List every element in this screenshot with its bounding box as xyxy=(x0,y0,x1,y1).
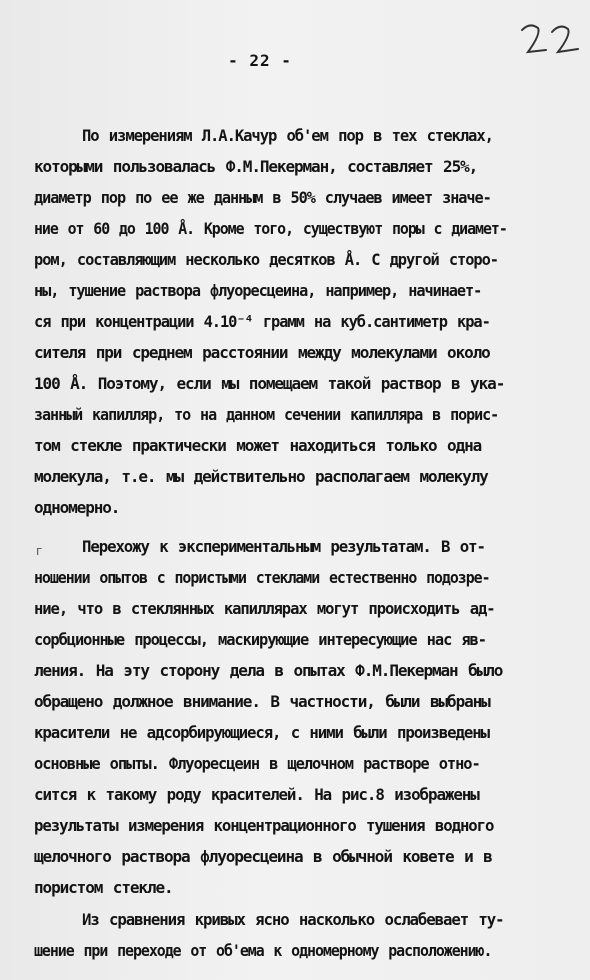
text-line: сится к такому роду красителей. На рис.8 изображены xyxy=(34,785,479,804)
text-line: одномерно. xyxy=(34,498,120,517)
text-line: ны, тушение раствора флуоресцеина, например, начинает- xyxy=(34,281,482,300)
text-line: которыми пользовалась Ф.М.Пекерман, составляет 25%, xyxy=(34,157,478,176)
text-line: ром, составляющим несколько десятков Å. С другой сторо- xyxy=(34,250,498,269)
text-line: 100 Å. Поэтому, если мы помещаем такой раствор в ука- xyxy=(34,374,505,393)
text-line: ления. На эту сторону дела в опытах Ф.М.Пекерман было xyxy=(34,661,503,680)
handwritten-page-number xyxy=(516,18,586,60)
text-line: Из сравнения кривых ясно насколько ослабевает ту- xyxy=(82,910,504,929)
text-line: сорбционные процессы, маскирующие интересующие нас яв- xyxy=(34,630,486,649)
text-line: основные опыты. Флуоресцеин в щелочном растворе отно- xyxy=(34,754,480,773)
text-line: сителя при среднем расстоянии между молекулами около xyxy=(34,343,490,362)
text-line: ние от 60 до 100 Å. Кроме того, существуют поры с диамет- xyxy=(34,219,507,238)
text-line: диаметр пор по ее же данным в 50% случаев имеет значе- xyxy=(34,188,491,207)
text-line: занный капилляр, то на данном сечении капилляра в порис- xyxy=(34,405,499,424)
text-line: красители не адсорбирующиеся, с ними были произведены xyxy=(34,723,489,742)
text-line: ношении опытов с пористыми стеклами естественно подозре- xyxy=(34,568,490,587)
text-line: результаты измерения концентрационного тушения водного xyxy=(34,816,494,835)
text-line: ся при концентрации 4.10⁻⁴ грамм на куб.сантиметр кра- xyxy=(34,312,490,331)
text-line: Перехожу к экспериментальным результатам. В от- xyxy=(82,537,485,556)
text-line: шение при переходе от об'ема к одномерному расположению. xyxy=(34,941,492,960)
text-line: щелочного раствора флуоресцеина в обычной ковете и в xyxy=(34,847,492,866)
text-line: обращено должное внимание. В частности, были выбраны xyxy=(34,692,490,711)
text-line: том стекле практически может находиться только одна xyxy=(34,436,482,455)
text-line: По измерениям Л.А.Качур об'ем пор в тех стеклах, xyxy=(82,126,493,145)
text-line: молекула, т.е. мы действительно располагаем молекулу xyxy=(34,467,488,486)
text-line: пористом стекле. xyxy=(34,878,173,897)
text-line: ние, что в стеклянных капиллярах могут происходить ад- xyxy=(34,599,495,618)
page-number: - 22 - xyxy=(228,51,292,70)
stray-mark: г xyxy=(36,544,43,558)
